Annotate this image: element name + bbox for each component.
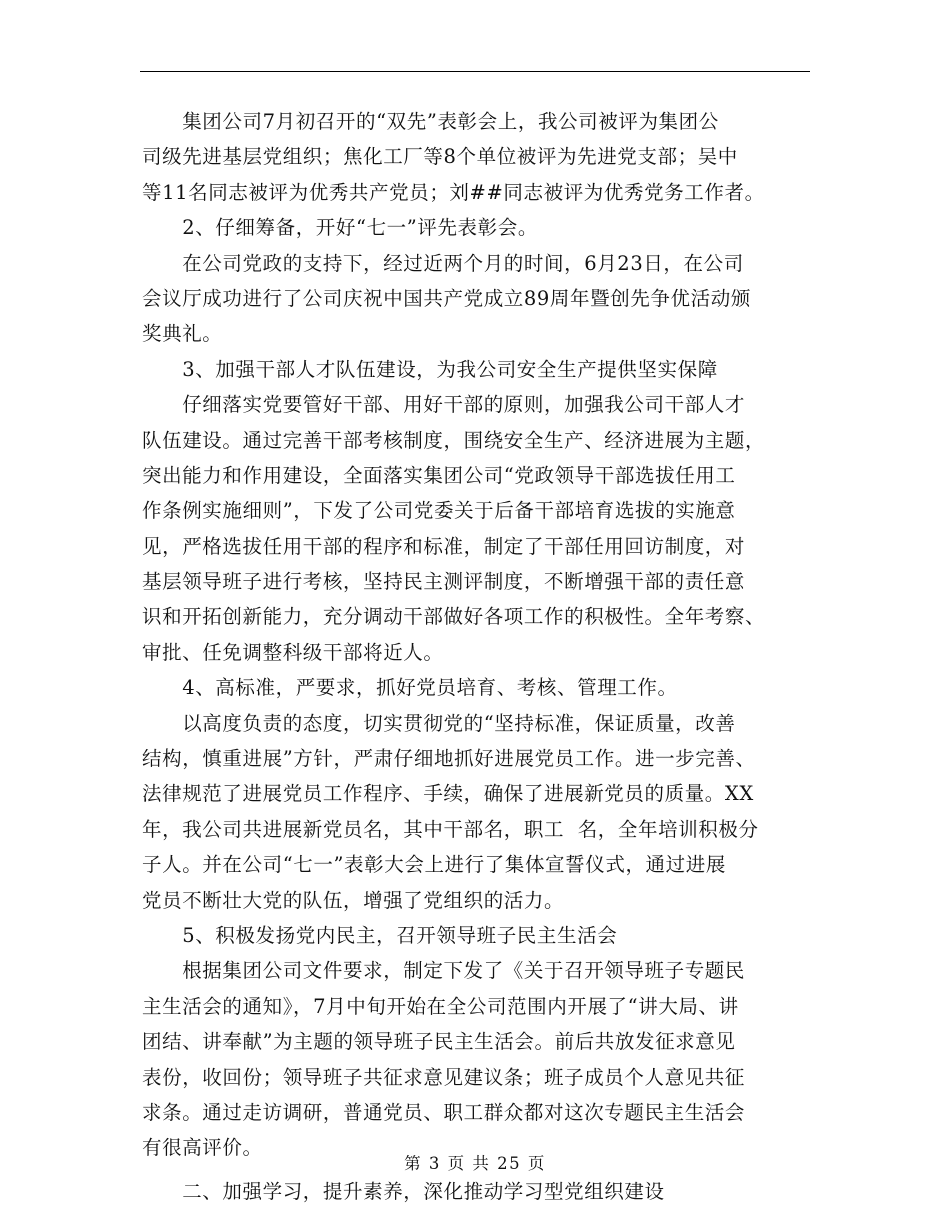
section-heading [142,918,810,953]
paragraph [142,246,810,352]
text-line: 会议厅成功进行了公司庆祝中国共产党成立89周年暨创先争优活动颁 [142,286,751,310]
text-line: 党员不断壮大党的队伍，增强了党组织的活力。 [142,888,565,912]
text-line: 奖典礼。 [142,322,223,346]
text-line: 在公司党政的支持下，经过近两个月的时间，6月23日，在公司 [142,251,744,275]
text-line: 作条例实施细则”，下发了公司党委关于后备干部培育选拔的实施意 [142,499,736,523]
paragraph [142,706,810,918]
text-line: 基层领导班子进行考核，坚持民主测评制度，不断增强干部的责任意 [142,570,746,594]
text-line: 法律规范了进展党员工作程序、手续，确保了进展新党员的质量。XX [142,782,754,806]
text-line: 子人。并在公司“七一”表彰大会上进行了集体宣誓仪式，通过进展 [142,853,726,877]
text-line: 5、积极发扬党内民主，召开领导班子民主生活会 [142,923,618,947]
section-heading [142,670,810,705]
page-number-footer: 第 3 页 共 25 页 [404,1154,546,1173]
text-line: 仔细落实党要管好干部、用好干部的原则，加强我公司干部人才 [142,393,746,417]
text-line: 结构，慎重进展”方针，严肃仔细地抓好进展党员工作。进一步完善、 [142,747,756,771]
document-body [142,104,810,1209]
text-line: 等11名同志被评为优秀共产党员；刘##同志被评为优秀党务工作者。 [142,180,765,204]
text-line: 司级先进基层党组织；焦化工厂等8个单位被评为先进党支部；吴中 [142,145,738,169]
paragraph [142,387,810,670]
text-line: 主生活会的通知》，7月中旬开始在全公司范围内开展了“讲大局、讲 [142,994,739,1018]
text-line: 3、加强干部人才队伍建设，为我公司安全生产提供坚实保障 [142,357,718,381]
text-line: 队伍建设。通过完善干部考核制度，围绕安全生产、经济进展为主题， [142,428,766,452]
section-heading [142,1174,810,1209]
section-heading [142,352,810,387]
text-line: 有很高评价。 [142,1136,263,1160]
text-line: 4、高标准，严要求，抓好党员培育、考核、管理工作。 [142,676,678,700]
text-line: 团结、讲奉献”为主题的领导班子民主生活会。前后共放发征求意见 [142,1030,736,1054]
text-line: 集团公司7月初召开的“双先”表彰会上，我公司被评为集团公 [142,110,719,133]
section-heading [142,210,810,245]
text-line: 以高度负责的态度，切实贯彻党的“坚持标准，保证质量，改善 [142,711,736,735]
text-line: 审批、任免调整科级干部将近人。 [142,640,444,664]
text-line: 二、加强学习，提升素养，深化推动学习型党组织建设 [142,1179,665,1203]
text-line: 突出能力和作用建设，全面落实集团公司“党政领导干部选拔任用工 [142,463,736,487]
text-line: 见，严格选拔任用干部的程序和标准，制定了干部任用回访制度，对 [142,534,746,558]
text-line: 表份，收回份；领导班子共征求意见建议条；班子成员个人意见共征 [142,1065,746,1089]
text-line: 求条。通过走访调研，普通党员、职工群众都对这次专题民主生活会 [142,1100,746,1124]
text-line: 2、仔细筹备，开好“七一”评先表彰会。 [142,216,538,240]
text-line: 年，我公司共进展新党员名，其中干部名，职工 名，全年培训积极分 [142,817,759,841]
paragraph [142,104,810,210]
header-rule [140,71,810,72]
paragraph [142,953,810,1165]
text-line: 根据集团公司文件要求，制定下发了《关于召开领导班子专题民 [142,959,746,983]
text-line: 识和开拓创新能力，充分调动干部做好各项工作的积极性。全年考察、 [142,605,766,629]
